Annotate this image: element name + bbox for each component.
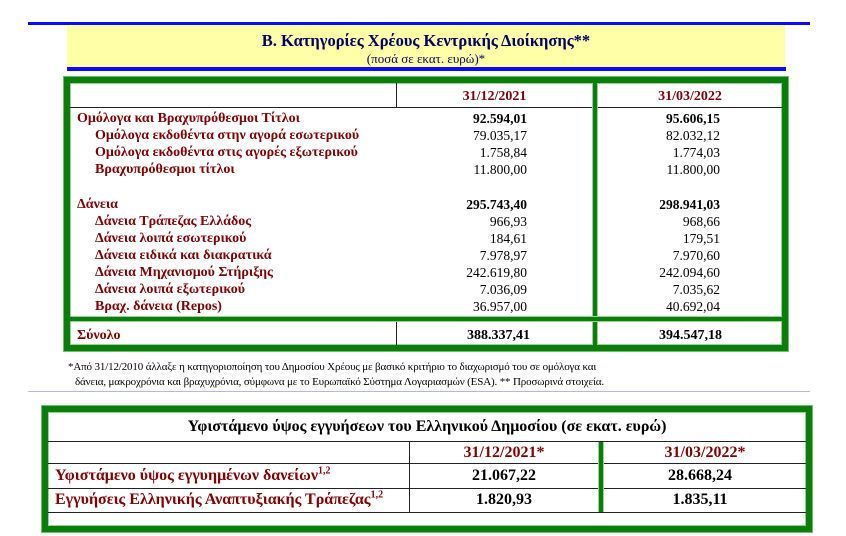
guarantees-header-date-2: 31/03/2022*: [664, 444, 746, 461]
row-value-2021: 242.619,80: [466, 265, 527, 280]
header-bottom-blue-rule: [67, 67, 786, 71]
guarantees-header-rule: [48, 463, 806, 464]
footnote-line-2: δάνεια, μακροχρόνια και βραχυχρόνια, σύμφωνα με το Ευρωπαϊκό Σύστημα Λογαριασμών (ESA). ** Προσωρινά στοιχεία.: [75, 376, 604, 388]
row-value-2022: 179,51: [682, 231, 720, 246]
column-header-date-2: 31/03/2022: [658, 89, 722, 104]
row-label: Δάνεια λοιπά εξωτερικού: [95, 282, 246, 297]
column-header-date-1: 31/12/2021: [462, 89, 527, 104]
guarantees-value-2021: 21.067,22: [472, 467, 536, 484]
row-value-2021: 295.743,40: [466, 197, 527, 212]
section-subtitle: (ποσά σε εκατ. ευρώ)*: [366, 51, 486, 66]
header-row-rule: [70, 107, 592, 108]
row-label: Δάνεια Μηχανισμού Στήριξης: [95, 265, 273, 280]
total-separator: [70, 316, 782, 322]
row-value-2022: 242.094,60: [659, 265, 720, 280]
guarantees-row2-rule: [48, 512, 806, 513]
footnote-divider: [28, 391, 810, 392]
row-label: Ομόλογα και Βραχυπρόθεσμοι Τίτλοι: [77, 111, 300, 126]
row-value-2022: 11.800,00: [666, 162, 720, 177]
row-value-2021: 92.594,01: [473, 111, 527, 126]
row-value-2021: 966,93: [489, 214, 527, 229]
row-label: Δάνεια: [77, 197, 118, 212]
row-value-2022: 298.941,03: [659, 197, 720, 212]
row-value-2021: 1.758,84: [479, 145, 527, 160]
row-value-2021: 184,61: [489, 231, 527, 246]
footnote-line-1: *Από 31/12/2010 άλλαξε η κατηγοριοποίηση του Δημοσίου Χρέους με βασικό κριτήριο το διαχωρισμό του σε ομόλογα και: [68, 361, 597, 373]
label-text: Υφιστάμενο ύψος εγγυημένων δανείων: [55, 467, 318, 484]
guarantees-title-rule: [48, 441, 806, 442]
row-label: Βραχ. δάνεια (Repos): [95, 299, 222, 314]
row-value-2021: 7.978,97: [479, 248, 527, 263]
section-title: Β. Κατηγορίες Χρέους Κεντρικής Διοίκησης**: [261, 31, 591, 50]
row-label: Δάνεια Τράπεζας Ελλάδος: [95, 214, 252, 229]
row-value-2022: 1.774,03: [672, 145, 720, 160]
guarantees-value-2022: 1.835,11: [672, 491, 728, 508]
row-label: Ομόλογα εκδοθέντα στην αγορά εσωτερικού: [95, 128, 360, 143]
total-value-2022: 394.547,18: [659, 328, 722, 343]
row-label: Ομόλογα εκδοθέντα στις αγορές εξωτερικού: [95, 145, 358, 160]
guarantees-value-2022: 28.668,24: [668, 467, 732, 484]
guarantees-header-date-1: 31/12/2021*: [463, 444, 545, 461]
guarantees-row-label: [55, 467, 330, 485]
footnote-ref: 1,2: [317, 465, 331, 477]
row-value-2021: 7.036,09: [479, 282, 527, 297]
row-value-2021: 11.800,00: [473, 162, 527, 177]
header-row-rule-col3: [598, 107, 782, 108]
row-value-2022: 82.032,12: [666, 128, 720, 143]
footnote-ref: 1,2: [370, 489, 384, 501]
label-text: Εγγυήσεις Ελληνικής Αναπτυξιακής Τράπεζας: [55, 491, 371, 508]
row-value-2021: 79.035,17: [473, 128, 527, 143]
row-value-2022: 40.692,04: [666, 299, 720, 314]
guarantees-row-label: [55, 491, 383, 509]
guarantees-row1-rule: [48, 488, 806, 489]
guarantees-value-2021: 1.820,93: [476, 491, 532, 508]
total-label: Σύνολο: [77, 328, 121, 343]
row-value-2022: 7.035,62: [672, 282, 720, 297]
row-value-2021: 36.957,00: [473, 299, 527, 314]
guarantees-title: Υφιστάμενο ύψος εγγυήσεων του Ελληνικού Δημοσίου (σε εκατ. ευρώ): [187, 418, 667, 435]
row-label: Δάνεια λοιπά εσωτερικού: [95, 231, 247, 246]
total-value-2021: 388.337,41: [467, 328, 530, 343]
row-label: Βραχυπρόθεσμοι τίτλοι: [95, 162, 235, 177]
row-value-2022: 95.606,15: [666, 111, 720, 126]
row-value-2022: 7.970,60: [672, 248, 720, 263]
row-value-2022: 968,66: [682, 214, 720, 229]
row-label: Δάνεια ειδικά και διακρατικά: [95, 248, 272, 263]
